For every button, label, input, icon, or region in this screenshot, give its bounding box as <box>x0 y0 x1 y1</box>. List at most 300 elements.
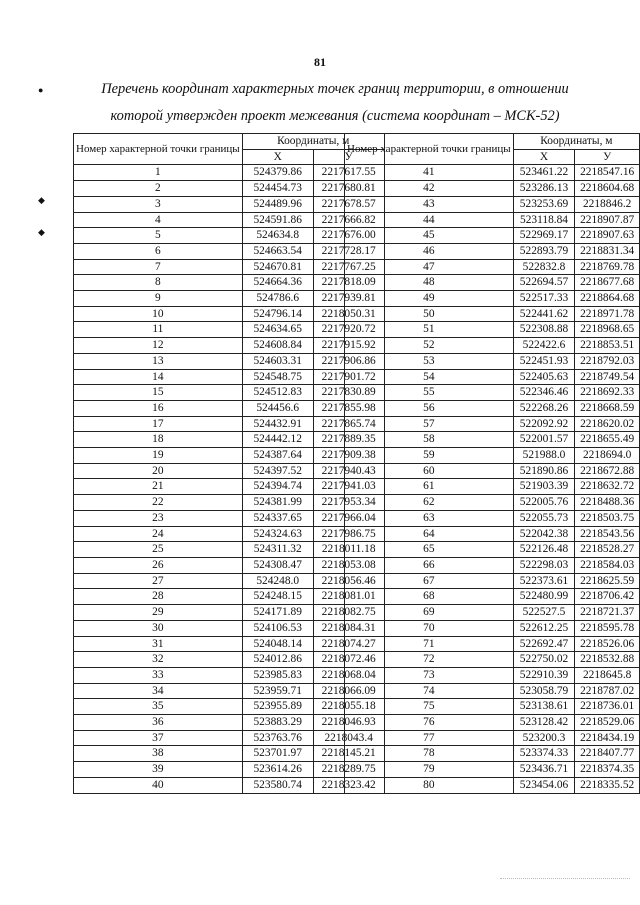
table-row <box>74 212 385 228</box>
table-row <box>345 165 640 181</box>
x-coordinate-cell: 522373.61 <box>513 573 575 589</box>
point-number-cell: 78 <box>345 746 514 762</box>
point-number-cell: 79 <box>345 762 514 778</box>
table-row <box>74 385 385 401</box>
table-row <box>345 400 640 416</box>
x-coordinate-cell: 523200.3 <box>513 730 575 746</box>
y-coordinate-cell: 2218971.78 <box>575 306 640 322</box>
table-row <box>345 212 640 228</box>
x-coordinate-cell: 522480.99 <box>513 589 575 605</box>
y-coordinate-cell: 2217678.57 <box>313 196 384 212</box>
table-row <box>74 510 385 526</box>
header-coordinates: Координаты, м <box>242 134 384 150</box>
table-row <box>74 448 385 464</box>
point-number-cell: 39 <box>74 762 243 778</box>
x-coordinate-cell: 524387.64 <box>242 448 313 464</box>
table-row <box>345 777 640 793</box>
y-coordinate-cell: 2217617.55 <box>313 165 384 181</box>
point-number-cell: 47 <box>345 259 514 275</box>
y-coordinate-cell: 2217966.04 <box>313 510 384 526</box>
table-row <box>345 353 640 369</box>
x-coordinate-cell: 523138.61 <box>513 699 575 715</box>
x-coordinate-cell: 524608.84 <box>242 338 313 354</box>
y-coordinate-cell: 2218769.78 <box>575 259 640 275</box>
point-number-cell: 49 <box>345 291 514 307</box>
y-coordinate-cell: 2218081.01 <box>313 589 384 605</box>
y-coordinate-cell: 2218846.2 <box>575 196 640 212</box>
x-coordinate-cell: 523614.26 <box>242 762 313 778</box>
y-coordinate-cell: 2217939.81 <box>313 291 384 307</box>
x-coordinate-cell: 524394.74 <box>242 479 313 495</box>
table-row <box>74 636 385 652</box>
y-coordinate-cell: 2218792.03 <box>575 353 640 369</box>
y-coordinate-cell: 2217986.75 <box>313 526 384 542</box>
table-row <box>74 259 385 275</box>
y-coordinate-cell: 2217915.92 <box>313 338 384 354</box>
table-row <box>74 275 385 291</box>
x-coordinate-cell: 522126.48 <box>513 542 575 558</box>
point-number-cell: 33 <box>74 667 243 683</box>
x-coordinate-cell: 523058.79 <box>513 683 575 699</box>
table-row <box>74 495 385 511</box>
point-number-cell: 31 <box>74 636 243 652</box>
x-coordinate-cell: 522910.39 <box>513 667 575 683</box>
point-number-cell: 36 <box>74 715 243 731</box>
point-number-cell: 52 <box>345 338 514 354</box>
y-coordinate-cell: 2218011.18 <box>313 542 384 558</box>
y-coordinate-cell: 2218645.8 <box>575 667 640 683</box>
table-row <box>74 762 385 778</box>
y-coordinate-cell: 2218655.49 <box>575 432 640 448</box>
table-row <box>74 557 385 573</box>
x-coordinate-cell: 523461.22 <box>513 165 575 181</box>
point-number-cell: 18 <box>74 432 243 448</box>
x-coordinate-cell: 522441.62 <box>513 306 575 322</box>
x-coordinate-cell: 524248.0 <box>242 573 313 589</box>
y-coordinate-cell: 2218050.31 <box>313 306 384 322</box>
table-row <box>345 479 640 495</box>
x-coordinate-cell: 522517.33 <box>513 291 575 307</box>
table-row <box>74 291 385 307</box>
table-row <box>345 526 640 542</box>
table-row <box>74 667 385 683</box>
point-number-cell: 10 <box>74 306 243 322</box>
x-coordinate-cell: 521890.86 <box>513 463 575 479</box>
table-row <box>345 243 640 259</box>
point-number-cell: 26 <box>74 557 243 573</box>
x-coordinate-cell: 523128.42 <box>513 715 575 731</box>
point-number-cell: 71 <box>345 636 514 652</box>
point-number-cell: 62 <box>345 495 514 511</box>
x-coordinate-cell: 524106.53 <box>242 620 313 636</box>
x-coordinate-cell: 522832.8 <box>513 259 575 275</box>
y-coordinate-cell: 2218706.42 <box>575 589 640 605</box>
y-coordinate-cell: 2218323.42 <box>313 777 384 793</box>
point-number-cell: 54 <box>345 369 514 385</box>
coordinates-table-left <box>73 133 385 794</box>
point-number-cell: 5 <box>74 228 243 244</box>
y-coordinate-cell: 2218046.93 <box>313 715 384 731</box>
y-coordinate-cell: 2218335.52 <box>575 777 640 793</box>
y-coordinate-cell: 2218864.68 <box>575 291 640 307</box>
table-row <box>345 259 640 275</box>
point-number-cell: 38 <box>74 746 243 762</box>
point-number-cell: 76 <box>345 715 514 731</box>
table-row <box>345 463 640 479</box>
table-row <box>74 620 385 636</box>
x-coordinate-cell: 524248.15 <box>242 589 313 605</box>
x-coordinate-cell: 523959.71 <box>242 683 313 699</box>
y-coordinate-cell: 2218721.37 <box>575 605 640 621</box>
y-coordinate-cell: 2218749.54 <box>575 369 640 385</box>
y-coordinate-cell: 2218907.87 <box>575 212 640 228</box>
point-number-cell: 28 <box>74 589 243 605</box>
x-coordinate-cell: 524548.75 <box>242 369 313 385</box>
point-number-cell: 41 <box>345 165 514 181</box>
table-row <box>74 181 385 197</box>
table-row <box>345 291 640 307</box>
table-row <box>74 526 385 542</box>
x-coordinate-cell: 522750.02 <box>513 652 575 668</box>
point-number-cell: 55 <box>345 385 514 401</box>
table-row <box>74 306 385 322</box>
table-row <box>74 196 385 212</box>
y-coordinate-cell: 2217920.72 <box>313 322 384 338</box>
x-coordinate-cell: 523955.89 <box>242 699 313 715</box>
x-coordinate-cell: 522042.38 <box>513 526 575 542</box>
point-number-cell: 25 <box>74 542 243 558</box>
table-row <box>345 495 640 511</box>
point-number-cell: 13 <box>74 353 243 369</box>
point-number-cell: 70 <box>345 620 514 636</box>
x-coordinate-cell: 522005.76 <box>513 495 575 511</box>
y-coordinate-cell: 2218668.59 <box>575 400 640 416</box>
y-coordinate-cell: 2218543.56 <box>575 526 640 542</box>
x-coordinate-cell: 524171.89 <box>242 605 313 621</box>
y-coordinate-cell: 2217909.38 <box>313 448 384 464</box>
table-row <box>345 620 640 636</box>
table-row <box>345 322 640 338</box>
point-number-cell: 17 <box>74 416 243 432</box>
point-number-cell: 15 <box>74 385 243 401</box>
table-row <box>345 557 640 573</box>
table-row <box>345 369 640 385</box>
y-coordinate-cell: 2218620.02 <box>575 416 640 432</box>
point-number-cell: 32 <box>74 652 243 668</box>
table-row <box>74 165 385 181</box>
table-row <box>345 762 640 778</box>
table-row <box>74 243 385 259</box>
x-coordinate-cell: 524634.8 <box>242 228 313 244</box>
y-coordinate-cell: 2218853.51 <box>575 338 640 354</box>
point-number-cell: 4 <box>74 212 243 228</box>
y-coordinate-cell: 2217941.03 <box>313 479 384 495</box>
table-row <box>74 652 385 668</box>
point-number-cell: 63 <box>345 510 514 526</box>
table-row <box>74 589 385 605</box>
x-coordinate-cell: 521903.39 <box>513 479 575 495</box>
y-coordinate-cell: 2218043.4 <box>313 730 384 746</box>
y-coordinate-cell: 2218968.65 <box>575 322 640 338</box>
table-row <box>345 432 640 448</box>
table-row <box>345 667 640 683</box>
x-coordinate-cell: 522308.88 <box>513 322 575 338</box>
point-number-cell: 16 <box>74 400 243 416</box>
binding-mark: ◆ <box>38 195 45 205</box>
table-row <box>345 385 640 401</box>
point-number-cell: 73 <box>345 667 514 683</box>
point-number-cell: 9 <box>74 291 243 307</box>
y-coordinate-cell: 2217906.86 <box>313 353 384 369</box>
table-row <box>74 605 385 621</box>
x-coordinate-cell: 522001.57 <box>513 432 575 448</box>
point-number-cell: 68 <box>345 589 514 605</box>
table-row <box>74 416 385 432</box>
x-coordinate-cell: 522612.25 <box>513 620 575 636</box>
y-coordinate-cell: 2218694.0 <box>575 448 640 464</box>
x-coordinate-cell: 524664.36 <box>242 275 313 291</box>
scan-artifact-line <box>500 878 630 879</box>
x-coordinate-cell: 524591.86 <box>242 212 313 228</box>
document-title-line-1: Перечень координат характерных точек границ территории, в отношении <box>101 81 569 97</box>
x-coordinate-cell: 524796.14 <box>242 306 313 322</box>
table-row <box>345 636 640 652</box>
table-row <box>74 715 385 731</box>
y-coordinate-cell: 2218625.59 <box>575 573 640 589</box>
x-coordinate-cell: 524442.12 <box>242 432 313 448</box>
y-coordinate-cell: 2217855.98 <box>313 400 384 416</box>
point-number-cell: 8 <box>74 275 243 291</box>
y-coordinate-cell: 2218595.78 <box>575 620 640 636</box>
y-coordinate-cell: 2218084.31 <box>313 620 384 636</box>
point-number-cell: 7 <box>74 259 243 275</box>
y-coordinate-cell: 2218074.27 <box>313 636 384 652</box>
x-coordinate-cell: 523985.83 <box>242 667 313 683</box>
point-number-cell: 6 <box>74 243 243 259</box>
point-number-cell: 50 <box>345 306 514 322</box>
y-coordinate-cell: 2218677.68 <box>575 275 640 291</box>
x-coordinate-cell: 523580.74 <box>242 777 313 793</box>
x-coordinate-cell: 524786.6 <box>242 291 313 307</box>
point-number-cell: 61 <box>345 479 514 495</box>
y-coordinate-cell: 2218053.08 <box>313 557 384 573</box>
table-row <box>74 400 385 416</box>
table-row <box>74 542 385 558</box>
y-coordinate-cell: 2218068.04 <box>313 667 384 683</box>
table-row <box>74 369 385 385</box>
y-coordinate-cell: 2217953.34 <box>313 495 384 511</box>
y-coordinate-cell: 2218532.88 <box>575 652 640 668</box>
y-coordinate-cell: 2218604.68 <box>575 181 640 197</box>
table-row <box>345 338 640 354</box>
x-coordinate-cell: 523253.69 <box>513 196 575 212</box>
y-coordinate-cell: 2218066.09 <box>313 683 384 699</box>
y-coordinate-cell: 2218503.75 <box>575 510 640 526</box>
x-coordinate-cell: 524670.81 <box>242 259 313 275</box>
point-number-cell: 29 <box>74 605 243 621</box>
y-coordinate-cell: 2218082.75 <box>313 605 384 621</box>
x-coordinate-cell: 523118.84 <box>513 212 575 228</box>
x-coordinate-cell: 522692.47 <box>513 636 575 652</box>
y-coordinate-cell: 2218434.19 <box>575 730 640 746</box>
point-number-cell: 72 <box>345 652 514 668</box>
x-coordinate-cell: 524397.52 <box>242 463 313 479</box>
x-coordinate-cell: 524489.96 <box>242 196 313 212</box>
x-coordinate-cell: 523883.29 <box>242 715 313 731</box>
table-row <box>345 542 640 558</box>
header-point-number: Номер характерной точки границы <box>74 134 243 165</box>
x-coordinate-cell: 522405.63 <box>513 369 575 385</box>
table-row <box>345 699 640 715</box>
point-number-cell: 35 <box>74 699 243 715</box>
x-coordinate-cell: 522527.5 <box>513 605 575 621</box>
table-row <box>74 479 385 495</box>
table-row <box>74 228 385 244</box>
y-coordinate-cell: 2217865.74 <box>313 416 384 432</box>
y-coordinate-cell: 2217830.89 <box>313 385 384 401</box>
x-coordinate-cell: 523454.06 <box>513 777 575 793</box>
table-row <box>345 605 640 621</box>
y-coordinate-cell: 2218289.75 <box>313 762 384 778</box>
point-number-cell: 19 <box>74 448 243 464</box>
x-coordinate-cell: 523374.33 <box>513 746 575 762</box>
point-number-cell: 23 <box>74 510 243 526</box>
y-coordinate-cell: 2217728.17 <box>313 243 384 259</box>
point-number-cell: 14 <box>74 369 243 385</box>
x-coordinate-cell: 524048.14 <box>242 636 313 652</box>
x-coordinate-cell: 523436.71 <box>513 762 575 778</box>
table-row <box>345 715 640 731</box>
point-number-cell: 67 <box>345 573 514 589</box>
y-coordinate-cell: 2218488.36 <box>575 495 640 511</box>
table-row <box>74 699 385 715</box>
y-coordinate-cell: 2217767.25 <box>313 259 384 275</box>
x-coordinate-cell: 524308.47 <box>242 557 313 573</box>
y-coordinate-cell: 2218056.46 <box>313 573 384 589</box>
point-number-cell: 60 <box>345 463 514 479</box>
x-coordinate-cell: 524012.86 <box>242 652 313 668</box>
table-row <box>345 275 640 291</box>
x-coordinate-cell: 523286.13 <box>513 181 575 197</box>
table-row <box>74 463 385 479</box>
point-number-cell: 37 <box>74 730 243 746</box>
x-coordinate-cell: 524603.31 <box>242 353 313 369</box>
point-number-cell: 48 <box>345 275 514 291</box>
y-coordinate-cell: 2218145.21 <box>313 746 384 762</box>
point-number-cell: 40 <box>74 777 243 793</box>
table-row <box>345 683 640 699</box>
x-coordinate-cell: 523701.97 <box>242 746 313 762</box>
x-coordinate-cell: 522298.03 <box>513 557 575 573</box>
x-coordinate-cell: 524379.86 <box>242 165 313 181</box>
x-coordinate-cell: 522893.79 <box>513 243 575 259</box>
x-coordinate-cell: 524663.54 <box>242 243 313 259</box>
point-number-cell: 59 <box>345 448 514 464</box>
x-coordinate-cell: 522092.92 <box>513 416 575 432</box>
point-number-cell: 56 <box>345 400 514 416</box>
x-coordinate-cell: 522422.6 <box>513 338 575 354</box>
point-number-cell: 66 <box>345 557 514 573</box>
point-number-cell: 3 <box>74 196 243 212</box>
point-number-cell: 51 <box>345 322 514 338</box>
y-coordinate-cell: 2217676.00 <box>313 228 384 244</box>
table-row <box>74 573 385 589</box>
table-row <box>345 652 640 668</box>
table-row <box>74 730 385 746</box>
document-title-line-2: которой утвержден проект межевания (система координат – МСК-52) <box>110 108 560 124</box>
coordinates-table-right <box>344 133 640 794</box>
table-row <box>74 777 385 793</box>
point-number-cell: 45 <box>345 228 514 244</box>
x-coordinate-cell: 524432.91 <box>242 416 313 432</box>
point-number-cell: 21 <box>74 479 243 495</box>
x-coordinate-cell: 521988.0 <box>513 448 575 464</box>
table-row <box>345 730 640 746</box>
table-row <box>74 432 385 448</box>
y-coordinate-cell: 2217818.09 <box>313 275 384 291</box>
point-number-cell: 64 <box>345 526 514 542</box>
table-row <box>345 196 640 212</box>
point-number-cell: 80 <box>345 777 514 793</box>
x-coordinate-cell: 522694.57 <box>513 275 575 291</box>
y-coordinate-cell: 2218672.88 <box>575 463 640 479</box>
table-row <box>345 228 640 244</box>
point-number-cell: 20 <box>74 463 243 479</box>
y-coordinate-cell: 2217680.81 <box>313 181 384 197</box>
point-number-cell: 43 <box>345 196 514 212</box>
point-number-cell: 75 <box>345 699 514 715</box>
table-row <box>74 746 385 762</box>
y-coordinate-cell: 2218692.33 <box>575 385 640 401</box>
x-coordinate-cell: 524456.6 <box>242 400 313 416</box>
y-coordinate-cell: 2218547.16 <box>575 165 640 181</box>
point-number-cell: 27 <box>74 573 243 589</box>
table-row <box>74 683 385 699</box>
y-coordinate-cell: 2218529.06 <box>575 715 640 731</box>
header-x: X <box>513 149 575 165</box>
y-coordinate-cell: 2218526.06 <box>575 636 640 652</box>
table-row <box>345 416 640 432</box>
y-coordinate-cell: 2217666.82 <box>313 212 384 228</box>
header-point-number: Номер характерной точки границы <box>345 134 514 165</box>
point-number-cell: 1 <box>74 165 243 181</box>
point-number-cell: 65 <box>345 542 514 558</box>
point-number-cell: 44 <box>345 212 514 228</box>
point-number-cell: 42 <box>345 181 514 197</box>
y-coordinate-cell: 2218055.18 <box>313 699 384 715</box>
header-x: X <box>242 149 313 165</box>
x-coordinate-cell: 523763.76 <box>242 730 313 746</box>
binding-mark: ● <box>38 85 44 95</box>
table-row <box>345 573 640 589</box>
x-coordinate-cell: 524381.99 <box>242 495 313 511</box>
y-coordinate-cell: 2217901.72 <box>313 369 384 385</box>
point-number-cell: 46 <box>345 243 514 259</box>
y-coordinate-cell: 2218072.46 <box>313 652 384 668</box>
point-number-cell: 58 <box>345 432 514 448</box>
x-coordinate-cell: 522055.73 <box>513 510 575 526</box>
table-row <box>74 338 385 354</box>
y-coordinate-cell: 2218736.01 <box>575 699 640 715</box>
x-coordinate-cell: 524454.73 <box>242 181 313 197</box>
page-number: 81 <box>314 55 326 69</box>
table-row <box>345 306 640 322</box>
point-number-cell: 34 <box>74 683 243 699</box>
point-number-cell: 74 <box>345 683 514 699</box>
point-number-cell: 77 <box>345 730 514 746</box>
y-coordinate-cell: 2218528.27 <box>575 542 640 558</box>
y-coordinate-cell: 2218907.63 <box>575 228 640 244</box>
